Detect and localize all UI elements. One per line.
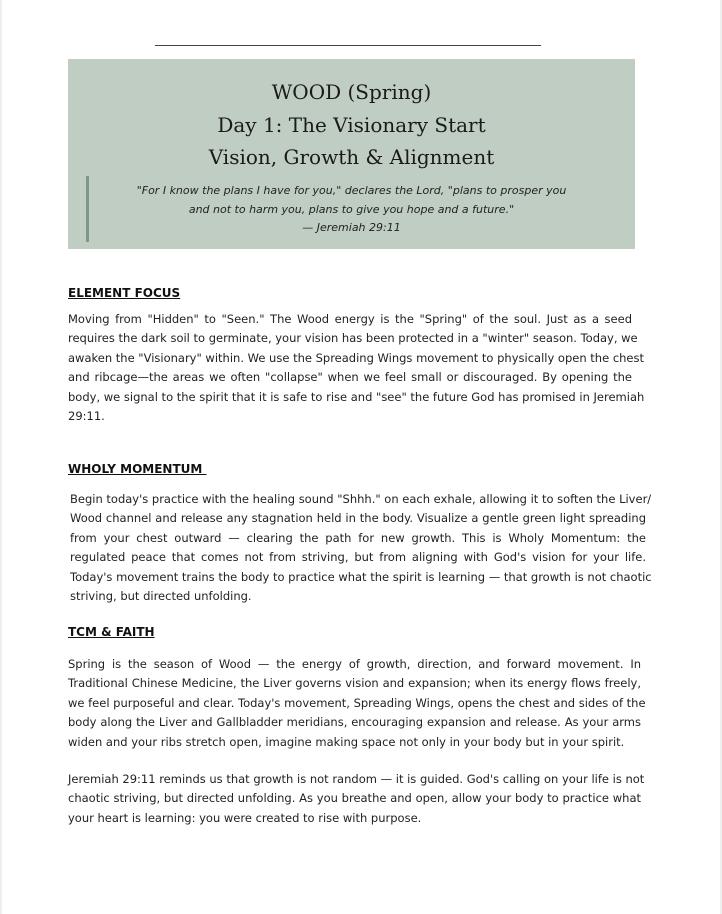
text-line: your heart is learning: you were created to rise with purpose. (68, 810, 422, 825)
text-line: Today's movement trains the body to practice what the spirit is learning — that growth is not chaotic (70, 569, 652, 584)
text-line: chaotic striving, but directed unfolding. As you breathe and open, allow your body to practice what (68, 791, 641, 806)
title-banner (68, 59, 635, 249)
text-line: widen and your ribs stretch open, imagine making space not only in your body but in your spirit. (68, 734, 625, 749)
page-edge-left (0, 0, 2, 914)
text-line: awaken the "Visionary" within. We use the Spreading Wings movement to physically open the chest (68, 350, 644, 365)
heading-element-focus: ELEMENT FOCUS (68, 286, 181, 300)
heading-tcm-faith: TCM & FAITH (68, 625, 155, 639)
text-line: Wood channel and release any stagnation held in the body. Visualize a gentle green light spreading (70, 511, 646, 526)
wholy-momentum-paragraph (70, 490, 652, 606)
text-line: 29:11. (68, 409, 105, 424)
title-theme: Vision, Growth & Alignment (208, 145, 495, 169)
text-line: body, we signal to the spirit that it is safe to rise and "see" the future God has promised in Jeremiah (68, 389, 645, 404)
text-line: we feel purposeful and clear. Today's movement, Spreading Wings, opens the chest and sides of the (68, 695, 646, 710)
text-line: Jeremiah 29:11 reminds us that growth is not random — it is guided. God's calling on your life is not (68, 772, 645, 786)
element-focus-paragraph (68, 310, 645, 426)
scripture-quote-line-2: and not to harm you, plans to give you hope and a future." (188, 203, 515, 216)
text-line: from your chest outward — clearing the path for new growth. This is Wholy Momentum: the (70, 530, 646, 545)
text-line: body along the Liver and Gallbladder meridians, encouraging expansion and release. As your arms (68, 715, 641, 730)
text-line: requires the dark soil to germinate, your vision has been protected in a "winter" season. Today, we (68, 331, 638, 346)
text-line: Traditional Chinese Medicine, the Liver governs vision and expansion; when its energy flows freely, (68, 676, 641, 691)
scripture-quote-line-1: "For I know the plans I have for you," declares the Lord, "plans to prosper you (136, 184, 567, 197)
tcm-faith-paragraph-1 (68, 655, 646, 752)
text-line: striving, but directed unfolding. (70, 589, 252, 604)
top-divider (155, 45, 541, 46)
title-day: Day 1: The Visionary Start (217, 113, 486, 137)
tcm-faith-paragraph-2 (68, 770, 645, 828)
text-line: regulated peace that comes not from striving, but from aligning with God's vision for your life. (70, 550, 646, 565)
text-line: and ribcage—the areas we often "collapse" when we feel small or discouraged. By opening the (68, 370, 632, 385)
title-element: WOOD (Spring) (271, 80, 432, 104)
scripture-attribution: — Jeremiah 29:11 (302, 221, 401, 234)
heading-wholy-momentum: WHOLY MOMENTUM (68, 462, 207, 476)
text-line: Spring is the season of Wood — the energy of growth, direction, and forward movement. In (68, 657, 641, 671)
text-line: Begin today's practice with the healing sound "Shhh." on each exhale, allowing it to soften the Liver/ (70, 492, 652, 506)
text-line: Moving from "Hidden" to "Seen." The Wood energy is the "Spring" of the soul. Just as a seed (68, 312, 632, 326)
